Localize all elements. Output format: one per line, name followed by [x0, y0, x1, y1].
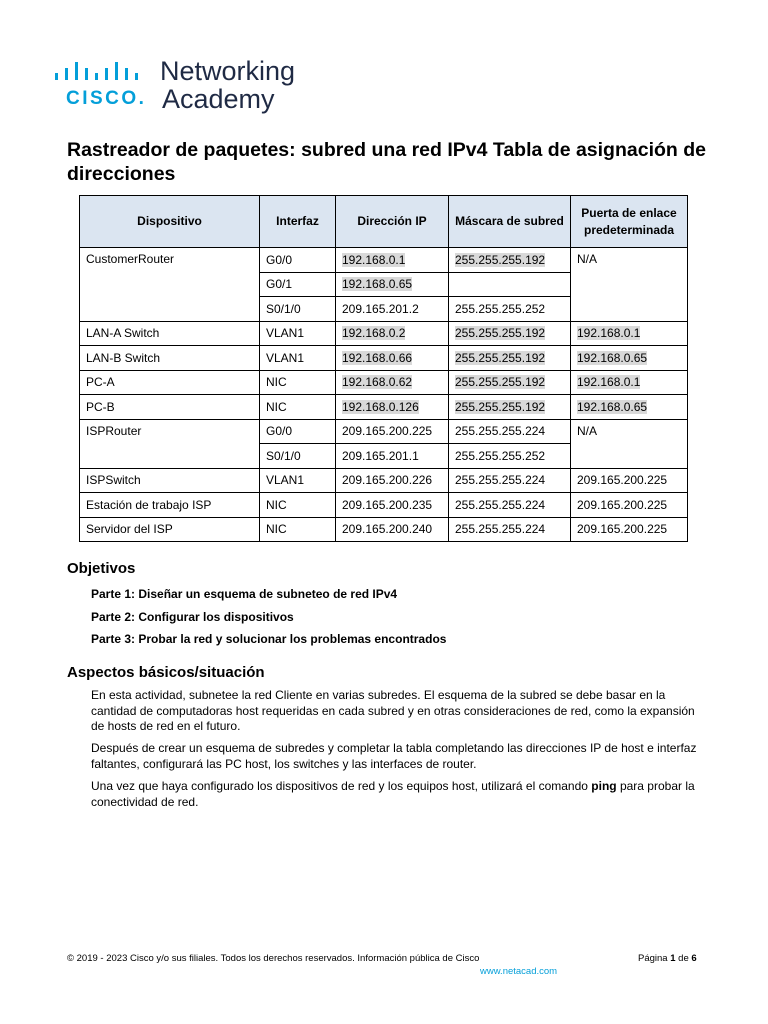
cell-device: Servidor del ISP	[80, 517, 260, 542]
cell-ip	[336, 370, 449, 395]
header-gateway: Puerta de enlace predeterminada	[571, 196, 688, 248]
cell-ip: 209.165.200.225	[336, 419, 449, 444]
table-row	[80, 468, 688, 493]
cell-gateway: 209.165.200.225	[571, 517, 688, 542]
cell-interface: NIC	[260, 517, 336, 542]
cell-interface: VLAN1	[260, 346, 336, 371]
cell-mask: 255.255.255.252	[449, 444, 571, 469]
background-paragraph-2: Después de crear un esquema de subredes y completar la tabla completando las direcciones IP de host e interfaz faltantes, configurará las PC host, los switches y las interfaces de router.	[91, 741, 697, 771]
background-heading: Aspectos básicos/situación	[67, 664, 265, 681]
header-interface: Interfaz	[260, 196, 336, 248]
table-header-row	[80, 196, 688, 248]
cell-device: ISPRouter	[80, 419, 260, 468]
objective-item: Parte 1: Diseñar un esquema de subneteo de red IPv4	[91, 587, 398, 601]
cell-mask-value: 255.255.255.192	[455, 252, 546, 267]
header-device: Dispositivo	[80, 196, 260, 248]
table-row	[80, 321, 688, 346]
cell-ip: 209.165.200.226	[336, 468, 449, 493]
cell-device: LAN-B Switch	[80, 346, 260, 371]
cell-ip-value: 192.168.0.62	[342, 375, 413, 390]
cell-gateway: 209.165.200.225	[571, 493, 688, 518]
cell-interface: NIC	[260, 395, 336, 420]
footer-page-number	[638, 953, 697, 964]
cell-gateway-value: 192.168.0.1	[577, 375, 641, 390]
table-row	[80, 517, 688, 542]
cell-mask	[449, 248, 571, 273]
cell-mask	[449, 395, 571, 420]
page-current: 1	[670, 953, 676, 964]
cell-gateway	[571, 346, 688, 371]
ping-command: ping	[591, 779, 617, 793]
address-table	[79, 195, 688, 542]
table-row	[80, 248, 688, 273]
cell-ip	[336, 321, 449, 346]
cell-device: ISPSwitch	[80, 468, 260, 493]
cell-gateway	[571, 370, 688, 395]
cell-interface: S0/1/0	[260, 444, 336, 469]
cell-interface: VLAN1	[260, 468, 336, 493]
cell-gateway-value: 192.168.0.65	[577, 399, 648, 414]
logo-cisco-text: CISCO.	[66, 88, 147, 109]
header-mask: Máscara de subred	[449, 196, 571, 248]
cell-ip	[336, 272, 449, 297]
cell-mask	[449, 321, 571, 346]
cell-mask: 255.255.255.224	[449, 468, 571, 493]
cell-mask: 255.255.255.224	[449, 493, 571, 518]
cell-mask	[449, 370, 571, 395]
p3-text-after: para probar la conectividad de red.	[91, 779, 695, 809]
footer-url-link[interactable]: www.netacad.com	[480, 966, 558, 977]
logo-networking-text: Networking	[160, 56, 296, 86]
cell-interface: NIC	[260, 493, 336, 518]
page-mid: de	[675, 953, 692, 964]
cell-gateway: N/A	[571, 419, 688, 468]
cell-gateway-value: 192.168.0.65	[577, 350, 648, 365]
cell-ip: 209.165.201.2	[336, 297, 449, 322]
cell-device: PC-B	[80, 395, 260, 420]
cell-ip-value: 192.168.0.126	[342, 399, 419, 414]
table-row	[80, 493, 688, 518]
page-prefix: Página	[638, 953, 671, 964]
background-paragraph-3	[91, 779, 706, 810]
cell-ip	[336, 248, 449, 273]
background-paragraph-1: En esta actividad, subnetee la red Cliente en varias subredes. El esquema de la subred se debe basar en la cantidad de computadoras host requeridas en cada subred y en otras consideraciones de red, como la expansión de hosts de red en el futuro.	[91, 688, 695, 733]
table-row	[80, 395, 688, 420]
cell-ip-value: 192.168.0.66	[342, 350, 413, 365]
table-row	[80, 346, 688, 371]
table-row	[80, 419, 688, 444]
cell-mask-value: 255.255.255.192	[455, 375, 546, 390]
cell-ip: 209.165.201.1	[336, 444, 449, 469]
cell-interface: G0/1	[260, 272, 336, 297]
cell-ip-value: 192.168.0.1	[342, 252, 406, 267]
cell-mask	[449, 346, 571, 371]
cell-device: Estación de trabajo ISP	[80, 493, 260, 518]
cisco-bars-icon	[53, 60, 153, 90]
cell-interface: VLAN1	[260, 321, 336, 346]
cell-mask: 255.255.255.224	[449, 517, 571, 542]
table-row	[80, 370, 688, 395]
cell-ip-value: 192.168.0.65	[342, 277, 413, 292]
page-total: 6	[691, 953, 697, 964]
cell-device: LAN-A Switch	[80, 321, 260, 346]
cell-gateway	[571, 321, 688, 346]
cell-interface: S0/1/0	[260, 297, 336, 322]
cell-interface: G0/0	[260, 419, 336, 444]
cell-ip-value: 192.168.0.2	[342, 326, 406, 341]
cell-mask: 255.255.255.224	[449, 419, 571, 444]
objectives-heading: Objetivos	[67, 560, 136, 577]
cell-device: CustomerRouter	[80, 248, 260, 322]
objective-item: Parte 3: Probar la red y solucionar los problemas encontrados	[91, 632, 447, 646]
cell-interface: G0/0	[260, 248, 336, 273]
cell-ip	[336, 346, 449, 371]
cell-interface: NIC	[260, 370, 336, 395]
footer-copyright: © 2019 - 2023 Cisco y/o sus filiales. Todos los derechos reservados. Información pública de Cisco	[67, 953, 480, 964]
cell-gateway-value: 192.168.0.1	[577, 326, 641, 341]
cell-mask-value: 255.255.255.192	[455, 350, 546, 365]
cell-ip: 209.165.200.240	[336, 517, 449, 542]
header-ip: Dirección IP	[336, 196, 449, 248]
cell-ip: 209.165.200.235	[336, 493, 449, 518]
objective-item: Parte 2: Configurar los dispositivos	[91, 610, 294, 624]
p3-text-before: Una vez que haya configurado los dispositivos de red y los equipos host, utilizará el comando	[91, 779, 592, 793]
cell-mask-value: 255.255.255.192	[455, 399, 546, 414]
cell-gateway: N/A	[571, 248, 688, 322]
cell-mask: 255.255.255.252	[449, 297, 571, 322]
cell-ip	[336, 395, 449, 420]
cell-gateway	[571, 395, 688, 420]
cell-device: PC-A	[80, 370, 260, 395]
cell-mask-value: 255.255.255.192	[455, 326, 546, 341]
cell-gateway: 209.165.200.225	[571, 468, 688, 493]
cell-mask	[449, 272, 571, 297]
page-title: Rastreador de paquetes: subred una red IPv4 Tabla de asignación de direcciones	[67, 139, 706, 185]
logo-academy-text: Academy	[162, 84, 275, 114]
